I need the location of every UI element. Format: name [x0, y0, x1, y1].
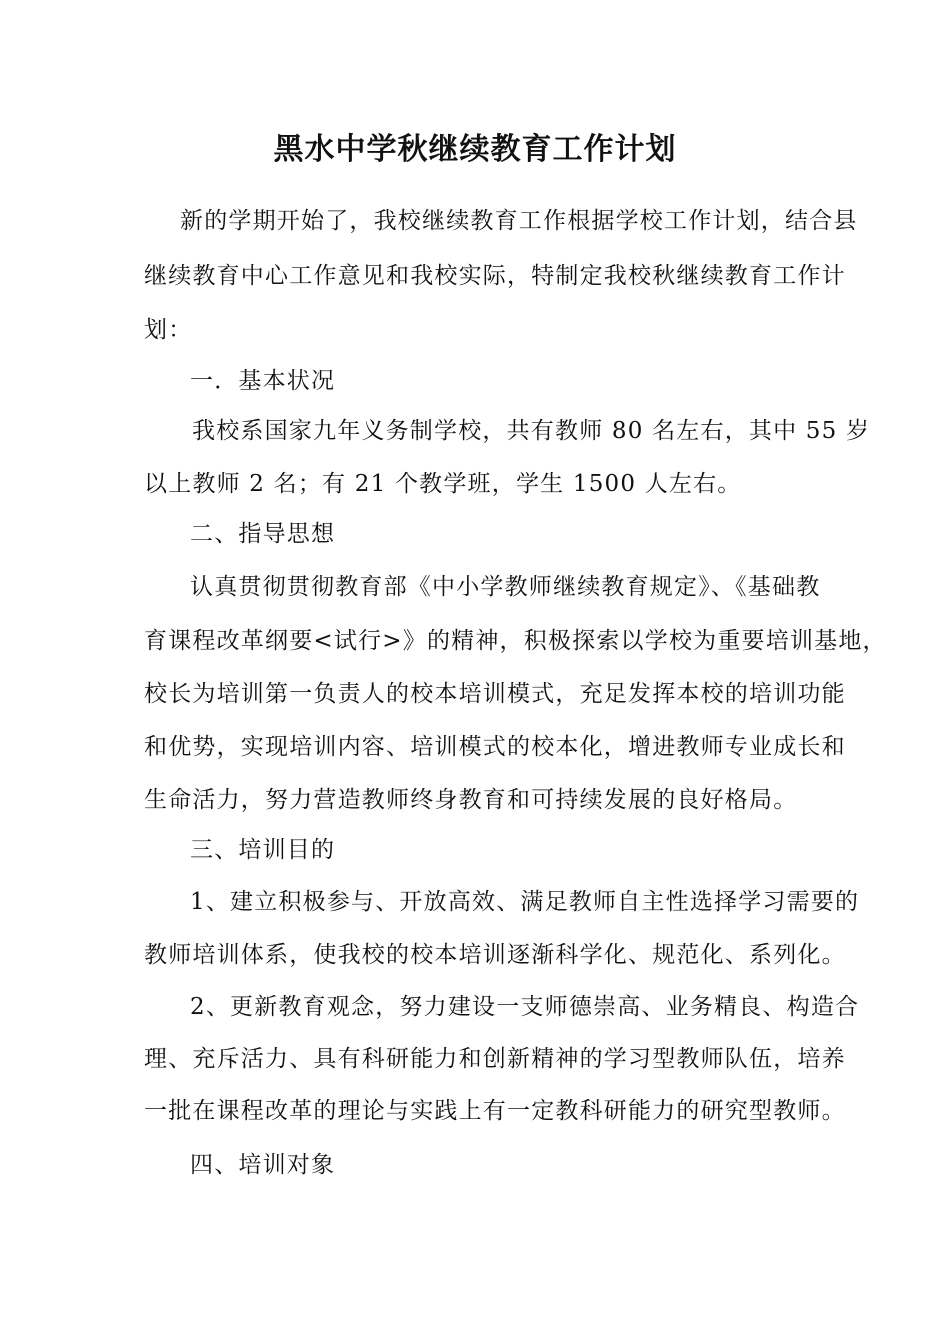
- paragraph-line: 继续教育中心工作意见和我校实际，特制定我校秋继续教育工作计: [144, 263, 846, 289]
- paragraph-line: 理、充斥活力、具有科研能力和创新精神的学习型教师队伍，培养: [144, 1046, 846, 1072]
- paragraph-line: 校长为培训第一负责人的校本培训模式，充足发挥本校的培训功能: [144, 681, 846, 707]
- paragraph-line: 划：: [144, 317, 193, 343]
- paragraph-line: 1、建立积极参与、开放高效、满足教师自主性选择学习需要的: [190, 889, 860, 915]
- section-heading: 一．基本状况: [190, 368, 336, 394]
- paragraph-line: 认真贯彻贯彻教育部《中小学教师继续教育规定》、《基础教: [190, 574, 821, 600]
- section-heading: 二、指导思想: [190, 521, 336, 547]
- paragraph-line: 教师培训体系，使我校的校本培训逐渐科学化、规范化、系列化。: [144, 942, 846, 968]
- paragraph-line: 以上教师 2 名；有 21 个教学班，学生 1500 人左右。: [144, 471, 742, 497]
- section-heading: 三、培训目的: [190, 837, 336, 863]
- paragraph-line: 育课程改革纲要<试行>》的精神，积极探索以学校为重要培训基地，: [144, 628, 887, 654]
- paragraph-line: 一批在课程改革的理论与实践上有一定教科研能力的研究型教师。: [144, 1098, 846, 1124]
- section-heading: 四、培训对象: [190, 1152, 336, 1178]
- paragraph-line: 和优势，实现培训内容、培训模式的校本化，增进教师专业成长和: [144, 734, 846, 760]
- paragraph-line: 新的学期开始了，我校继续教育工作根据学校工作计划，结合县: [180, 208, 858, 234]
- document-title: 黑水中学秋继续教育工作计划: [273, 132, 677, 167]
- paragraph-line: 我校系国家九年义务制学校，共有教师 80 名左右，其中 55 岁: [192, 418, 871, 444]
- paragraph-line: 生命活力，努力营造教师终身教育和可持续发展的良好格局。: [144, 787, 798, 813]
- paragraph-line: 2、更新教育观念，努力建设一支师德崇高、业务精良、构造合: [190, 994, 860, 1020]
